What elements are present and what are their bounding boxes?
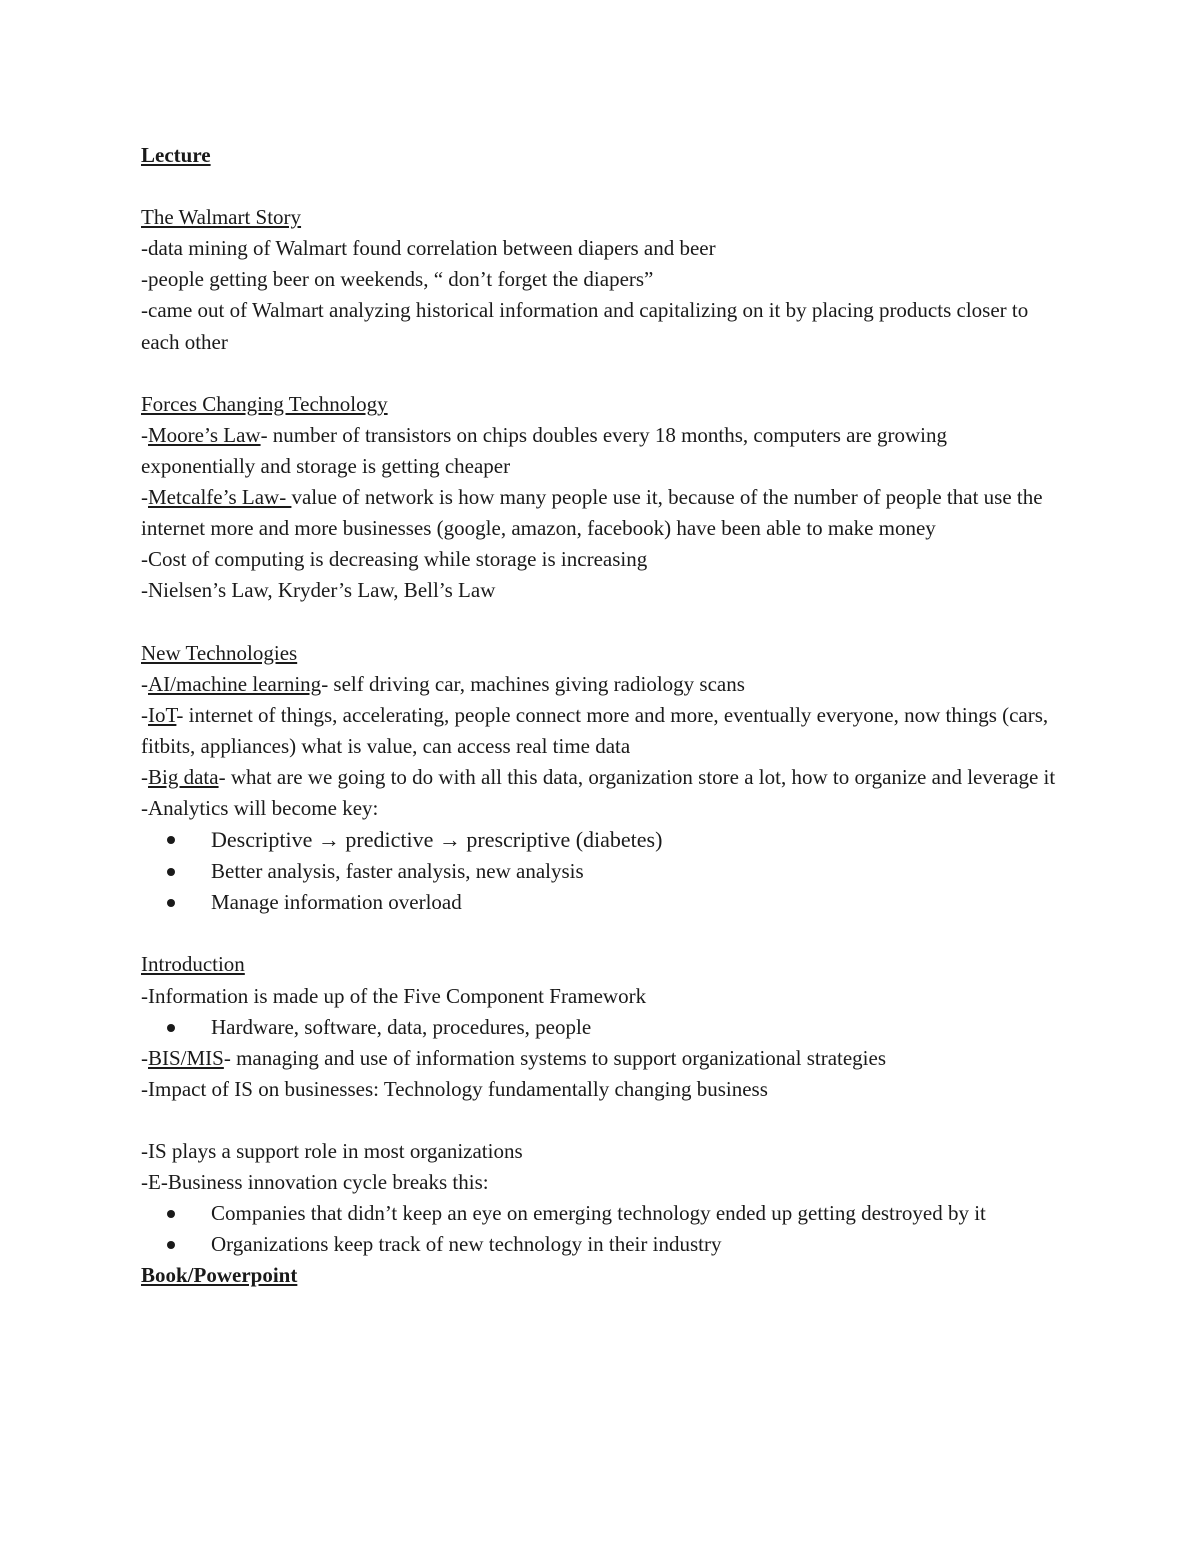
laws-line: -Nielsen’s Law, Kryder’s Law, Bell’s Law bbox=[141, 578, 496, 603]
dash: - bbox=[141, 702, 148, 727]
iot-line bbox=[141, 700, 1061, 762]
ebusiness-bullet-list bbox=[141, 1198, 1061, 1260]
dash: - bbox=[141, 422, 148, 447]
impact-line: -Impact of IS on businesses: Technology fundamentally changing business bbox=[141, 1076, 768, 1101]
ai-line bbox=[141, 669, 1061, 700]
cost-line: -Cost of computing is decreasing while storage is increasing bbox=[141, 547, 648, 572]
big-data-text: - what are we going to do with all this data, organization store a lot, how to organize and leverage it bbox=[218, 764, 1056, 789]
list-item-text: Descriptive → predictive → prescriptive (diabetes) bbox=[211, 827, 663, 853]
bullet-icon bbox=[167, 868, 175, 876]
bis-mis-line bbox=[141, 1043, 1061, 1074]
support-role-line: -IS plays a support role in most organizations bbox=[141, 1139, 523, 1163]
list-item-text: Organizations keep track of new technology in their industry bbox=[211, 1232, 722, 1257]
dash: - bbox=[141, 764, 148, 789]
big-data-term: Big data bbox=[148, 764, 219, 789]
iot-text: - internet of things, accelerating, people connect more and more, eventually everyone, now things (cars, fitbits, appliances) what is value, can access real time data bbox=[141, 702, 1049, 758]
section-heading-walmart: The Walmart Story bbox=[141, 205, 302, 230]
list-item-text: Hardware, software, data, procedures, people bbox=[211, 1014, 592, 1039]
bullet-icon bbox=[167, 836, 175, 844]
section-heading-new-technologies: New Technologies bbox=[141, 640, 298, 665]
section-heading-forces: Forces Changing Technology bbox=[141, 391, 388, 416]
list-item bbox=[211, 1229, 1061, 1260]
section-heading-book-powerpoint: Book/Powerpoint bbox=[141, 1263, 298, 1288]
metcalfe-line bbox=[141, 482, 1061, 544]
bis-mis-term: BIS/MIS bbox=[148, 1045, 224, 1070]
spacer bbox=[141, 606, 1061, 637]
moore-term: Moore’s Law bbox=[148, 422, 261, 447]
list-item-text: Companies that didn’t keep an eye on emerging technology ended up getting destroyed by it bbox=[211, 1201, 986, 1226]
metcalfe-term: Metcalfe’s Law- bbox=[148, 485, 292, 510]
walmart-line-2: -people getting beer on weekends, “ don’t forget the diapers” bbox=[141, 267, 654, 292]
walmart-line-1: -data mining of Walmart found correlation between diapers and beer bbox=[141, 236, 716, 261]
list-item bbox=[211, 1012, 1061, 1043]
iot-term: IoT bbox=[148, 702, 177, 727]
big-data-line bbox=[141, 762, 1061, 793]
dash: - bbox=[141, 485, 148, 510]
bis-mis-text: - managing and use of information systems to support organizational strategies bbox=[223, 1045, 886, 1070]
five-component-bullet-list bbox=[141, 1012, 1061, 1043]
section-heading-introduction: Introduction bbox=[141, 952, 245, 977]
spacer bbox=[141, 1105, 1061, 1136]
metcalfe-text: value of network is how many people use it, because of the number of people that use the internet more and more businesses (google, amazon, facebook) have been able to make money bbox=[141, 485, 1043, 541]
list-item-text: Better analysis, faster analysis, new analysis bbox=[211, 859, 584, 884]
ai-term: AI/machine learning bbox=[148, 671, 322, 696]
list-item-text: Manage information overload bbox=[211, 890, 462, 915]
bullet-icon bbox=[167, 899, 175, 907]
five-component-line: -Information is made up of the Five Component Framework bbox=[141, 983, 647, 1008]
spacer bbox=[141, 171, 1061, 202]
page-title: Lecture bbox=[141, 143, 211, 167]
moore-text: - number of transistors on chips doubles every 18 months, computers are growing exponentially and storage is getting cheaper bbox=[141, 422, 948, 478]
spacer bbox=[141, 358, 1061, 389]
walmart-line-3: -came out of Walmart analyzing historical information and capitalizing on it by placing products closer to each other bbox=[141, 298, 1029, 354]
document-page bbox=[141, 140, 1061, 1291]
list-item bbox=[211, 887, 1061, 918]
list-item bbox=[211, 824, 1061, 856]
list-item bbox=[211, 1198, 1061, 1229]
ai-text: - self driving car, machines giving radiology scans bbox=[321, 671, 745, 696]
moore-line bbox=[141, 420, 1061, 482]
dash: - bbox=[141, 1045, 148, 1070]
analytics-line: -Analytics will become key: bbox=[141, 795, 379, 820]
analytics-bullet-list bbox=[141, 824, 1061, 918]
ebusiness-line: -E-Business innovation cycle breaks this: bbox=[141, 1170, 489, 1195]
list-item bbox=[211, 856, 1061, 887]
dash: - bbox=[141, 671, 148, 696]
bullet-icon bbox=[167, 1241, 175, 1249]
spacer bbox=[141, 918, 1061, 949]
bullet-icon bbox=[167, 1024, 175, 1032]
bullet-icon bbox=[167, 1210, 175, 1218]
